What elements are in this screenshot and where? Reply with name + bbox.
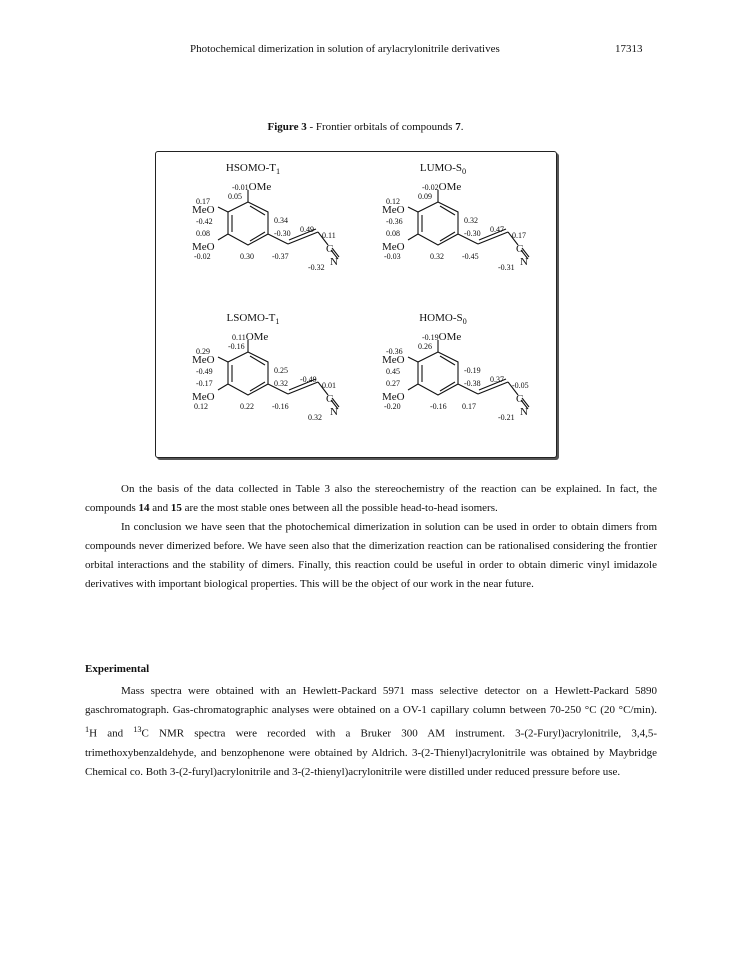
coefficient-i: -0.20 [384,402,401,411]
coefficient-c-atom: C [326,243,334,255]
coefficient-g: 0.37 [490,375,504,384]
coefficient-f: -0.38 [464,379,481,388]
coefficient-g: 0.49 [300,225,314,234]
coefficient-l: -0.31 [498,263,515,272]
orbital-panel-1 [188,160,378,305]
orbital-panel-2 [378,160,568,305]
running-title: Photochemical dimerization in solution of arylacrylonitrile derivatives [190,43,500,55]
coefficient-j: 0.32 [430,252,444,261]
figure-compound: 7 [455,121,461,133]
figure-box [155,151,557,458]
figure-caption-text: - Frontier orbitals of compounds [306,121,456,133]
coefficient-k: -0.37 [272,252,289,261]
compound-15: 15 [170,502,182,514]
coefficient-f: -0.30 [274,229,291,238]
coefficient-n-atom: N [330,256,338,268]
coefficient-j: 0.22 [240,402,254,411]
coefficient-n-atom: N [520,406,528,418]
coefficient-b: 0.26 [418,342,432,351]
coefficient-h: 0.11 [322,231,336,240]
ome-label: -0.01OMe [232,181,272,193]
figure-caption-end: . [460,121,464,133]
paragraph-experimental: Mass spectra were obtained with an Hewlett-Packard 5971 mass selective detector on a Hewlett-Packard 5890 gaschromatograph. Gas-chromatographic analyses were obtained on a OV-1 capillary column between 70-250 °C (20 °C/min). $^1$H and $^{13}$C NMR spectra were recorded with a Bruker 300 AM instrument. 3-(2-Furyl)acrylonitrile, 3,4,5-trimethoxybenzaldehyde, and benzophenone were obtained by Aldrich. 3-(2-Thienyl)acrylonitrile was obtained by Maybridge Chemical co. Both 3-(2-furyl)acrylonitrile and 3-(2-thienyl)acrylonitrile were distilled under reduced pressure before use. [85,685,658,778]
coefficient-l: -0.21 [498,413,515,422]
coefficient-h: -0.05 [512,381,529,390]
coefficient-b: 0.09 [418,192,432,201]
orbital-panel-3 [188,310,378,455]
coefficient-meo2: MeO [382,241,405,253]
figure-caption [0,121,731,133]
coefficient-c-atom: C [326,393,334,405]
section-heading-experimental: Experimental [85,663,150,675]
coefficient-c: -0.49 [196,367,213,376]
coefficient-d: 0.25 [274,366,288,375]
orbital-title: HSOMO-$T_1$ [225,162,281,177]
orbital-title: HOMO-$S_0$ [419,312,467,327]
coefficient-l: -0.32 [308,263,325,272]
coefficient-a: 0.17 [196,197,210,206]
coefficient-e: 0.08 [386,229,400,238]
coefficient-k: -0.16 [272,402,289,411]
coefficient-n-atom: N [330,406,338,418]
coefficient-e: -0.17 [196,379,213,388]
coefficient-c: -0.42 [196,217,213,226]
coefficient-l: 0.32 [308,413,322,422]
coefficient-g: 0.47 [490,225,504,234]
orbital-panel-4 [378,310,568,455]
coefficient-a: 0.29 [196,347,210,356]
coefficient-d: 0.32 [464,216,478,225]
coefficient-meo2: MeO [382,391,405,403]
ome-label: 0.11OMe [232,331,269,343]
coefficient-d: 0.34 [274,216,288,225]
coefficient-meo2: MeO [192,241,215,253]
coefficient-e: 0.27 [386,379,400,388]
coefficient-k: 0.17 [462,402,476,411]
coefficient-c: -0.36 [386,217,403,226]
coefficient-meo: MeO [382,354,405,366]
page-number: 17313 [615,43,643,55]
coefficient-meo: MeO [382,204,405,216]
paragraph-stereochemistry: On the basis of the data collected in Table 3 also the stereochemistry of the reaction can be explained. In fact, the compounds 14 and 15 are the most stable ones between all the possible head-to-head isomers. [85,483,657,514]
compound-14: 14 [138,502,150,514]
ome-label: -0.19OMe [422,331,462,343]
coefficient-b: -0.16 [228,342,245,351]
coefficient-d: -0.19 [464,366,481,375]
figure-label: Figure 3 [267,121,307,133]
coefficient-j: -0.16 [430,402,447,411]
paragraph-conclusion: In conclusion we have seen that the photochemical dimerization in solution can be used in order to obtain dimers from compounds never dimerized before. We have seen also that the dimerization reaction can be rationalised considering the frontier orbital interactions and the stability of dimers. Finally, this reaction could be useful in order to obtain dimeric vinyl imidazole derivatives with important biological properties. This will be the object of our work in the near future. [85,521,657,590]
coefficient-n-atom: N [520,256,528,268]
orbital-title: LSOMO-$T_1$ [226,312,280,327]
coefficient-meo: MeO [192,354,215,366]
coefficient-e: 0.08 [196,229,210,238]
coefficient-k: -0.45 [462,252,479,261]
coefficient-c-atom: C [516,243,524,255]
coefficient-c-atom: C [516,393,524,405]
coefficient-f: -0.30 [464,229,481,238]
coefficient-b: 0.05 [228,192,242,201]
coefficient-a: 0.12 [386,197,400,206]
coefficient-h: 0.17 [512,231,526,240]
coefficient-g: -0.49 [300,375,317,384]
coefficient-j: 0.30 [240,252,254,261]
coefficient-i: 0.12 [194,402,208,411]
coefficient-meo2: MeO [192,391,215,403]
coefficient-i: -0.02 [194,252,211,261]
coefficient-f: 0.32 [274,379,288,388]
coefficient-c: 0.45 [386,367,400,376]
coefficient-meo: MeO [192,204,215,216]
coefficient-h: 0.01 [322,381,336,390]
orbital-title: LUMO-$S_0$ [419,162,467,177]
coefficient-i: -0.03 [384,252,401,261]
ome-label: -0.02OMe [422,181,462,193]
coefficient-a: -0.36 [386,347,403,356]
